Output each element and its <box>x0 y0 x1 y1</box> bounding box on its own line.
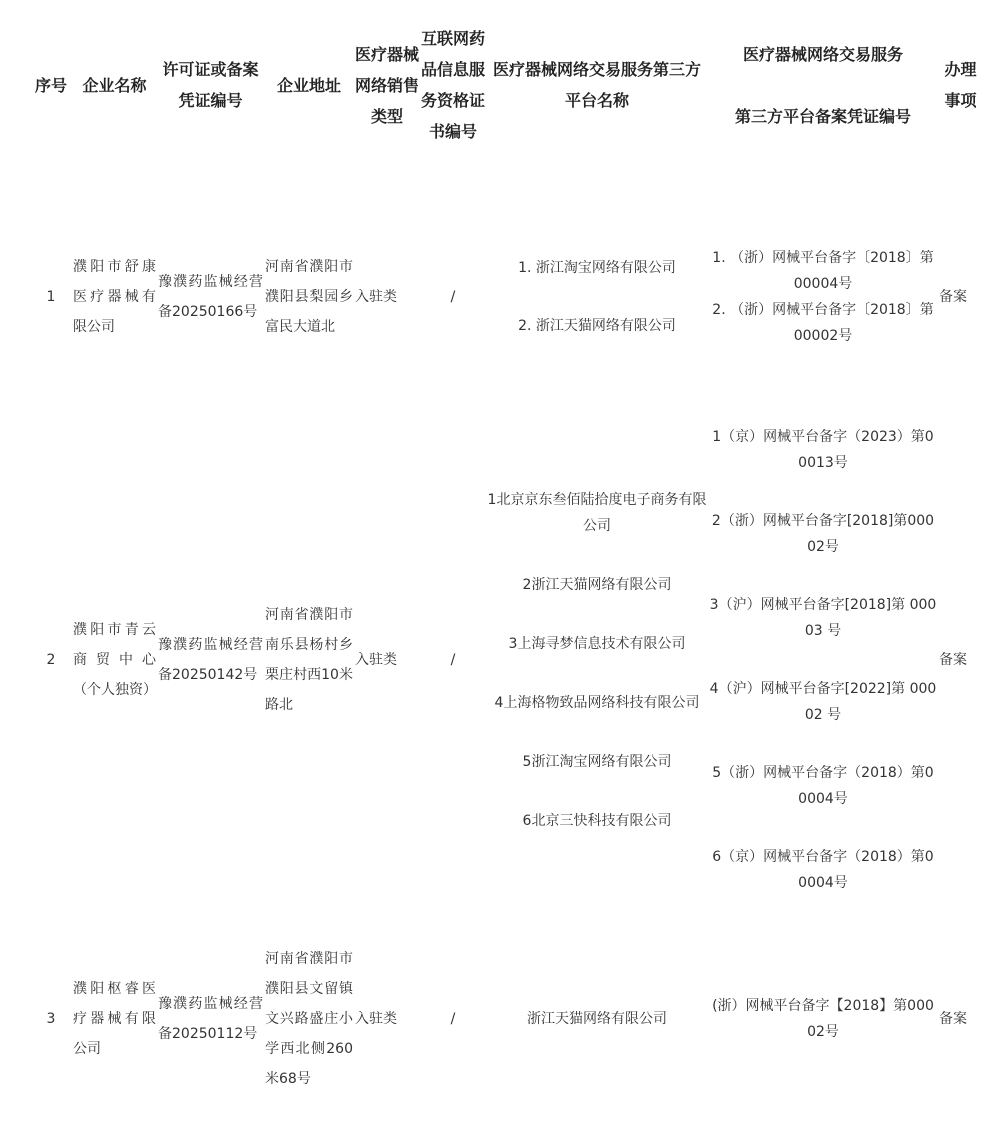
table-row <box>30 424 983 896</box>
row-address: 河南省濮阳市南乐县杨村乡栗庄村西10米路北 <box>265 607 353 713</box>
table-row <box>30 896 983 1141</box>
row-matter: 备案 <box>939 652 967 668</box>
header-seq: 序号 <box>34 75 67 95</box>
header-drug-cert: 互联网药品信息服务资格证书编号 <box>421 29 486 141</box>
header-address: 企业地址 <box>276 75 341 95</box>
row-matter: 备案 <box>939 289 967 305</box>
platform-filing-item: 3（沪）网械平台备字[2018]第 00003 号 <box>709 597 937 639</box>
platform-name-item: 1. 浙江淘宝网络有限公司 <box>518 260 676 276</box>
platform-name-item: 浙江天猫网络有限公司 <box>527 1010 667 1027</box>
header-matter: 办理事项 <box>944 60 977 110</box>
platform-name-item: 2. 浙江天猫网络有限公司 <box>518 318 676 334</box>
row-seq: 2 <box>46 652 56 668</box>
platform-filing-item: (浙）网械平台备字【2018】第00002号 <box>712 997 934 1040</box>
platform-name-item: 3上海寻梦信息技术有限公司 <box>508 635 686 652</box>
row-platform-names <box>486 424 708 896</box>
header-platform-filing <box>708 0 938 170</box>
row-sales-type: 入驻类 <box>355 1010 397 1027</box>
row-license-number: 豫濮药监械经营备20250112号 <box>158 995 263 1042</box>
platform-filing-item: 2. （浙）网械平台备字〔2018〕第00002号 <box>712 302 934 344</box>
row-matter: 备案 <box>939 1010 967 1027</box>
row-platform-filings <box>708 170 938 424</box>
row-seq: 1 <box>46 289 56 305</box>
row-drug-cert: / <box>450 1010 456 1027</box>
header-platform-filing-line2: 第三方平台备案凭证编号 <box>734 106 911 126</box>
platform-name-item: 1北京京东叁佰陆拾度电子商务有限公司 <box>487 491 707 534</box>
platform-filing-item: 1（京）网械平台备字（2023）第00013号 <box>712 429 934 471</box>
row-drug-cert: / <box>450 289 456 305</box>
row-platform-names <box>486 170 708 424</box>
platform-name-item: 4上海格物致品网络科技有限公司 <box>494 694 700 711</box>
row-sales-type: 入驻类 <box>355 652 397 668</box>
platform-name-item: 6北京三快科技有限公司 <box>522 812 672 829</box>
header-name: 企业名称 <box>82 75 147 95</box>
row-license-number: 豫濮药监械经营备20250166号 <box>158 274 263 320</box>
platform-filing-item: 4（沪）网械平台备字[2022]第 00002 号 <box>709 681 937 723</box>
header-sales-type: 医疗器械网络销售类型 <box>355 44 420 126</box>
row-license-number: 豫濮药监械经营备20250142号 <box>158 637 263 683</box>
row-company-name: 濮阳枢睿医疗器械有限公司 <box>73 980 156 1057</box>
row-sales-type: 入驻类 <box>355 289 397 305</box>
header-row <box>30 0 983 170</box>
platform-filing-item: 5（浙）网械平台备字（2018）第00004号 <box>712 765 934 807</box>
header-platform-filing-line1: 医疗器械网络交易服务 <box>742 44 903 64</box>
row-platform-filings <box>708 896 938 1141</box>
filing-table <box>30 0 983 1141</box>
platform-name-item: 2浙江天猫网络有限公司 <box>522 576 672 593</box>
row-address: 河南省濮阳市濮阳县梨园乡富民大道北 <box>265 259 353 335</box>
row-company-name: 濮阳市舒康医疗器械有限公司 <box>73 259 156 335</box>
platform-filing-item: 2（浙）网械平台备字[2018]第00002号 <box>711 513 935 555</box>
header-license: 许可证或备案凭证编号 <box>162 60 259 110</box>
row-platform-names <box>486 896 708 1141</box>
header-platform-name: 医疗器械网络交易服务第三方平台名称 <box>492 60 701 110</box>
platform-filing-item: 1. （浙）网械平台备字〔2018〕第00004号 <box>712 250 934 292</box>
table-row <box>30 170 983 424</box>
row-seq: 3 <box>46 1010 56 1027</box>
row-drug-cert: / <box>450 652 456 668</box>
row-address: 河南省濮阳市濮阳县文留镇文兴路盛庄小学西北侧260米68号 <box>265 950 353 1087</box>
row-company-name: 濮阳市青云商贸中心（个人独资） <box>73 622 157 698</box>
platform-name-item: 5浙江淘宝网络有限公司 <box>522 753 672 770</box>
row-platform-filings <box>708 424 938 896</box>
platform-filing-item: 6（京）网械平台备字（2018）第00004号 <box>712 849 934 891</box>
